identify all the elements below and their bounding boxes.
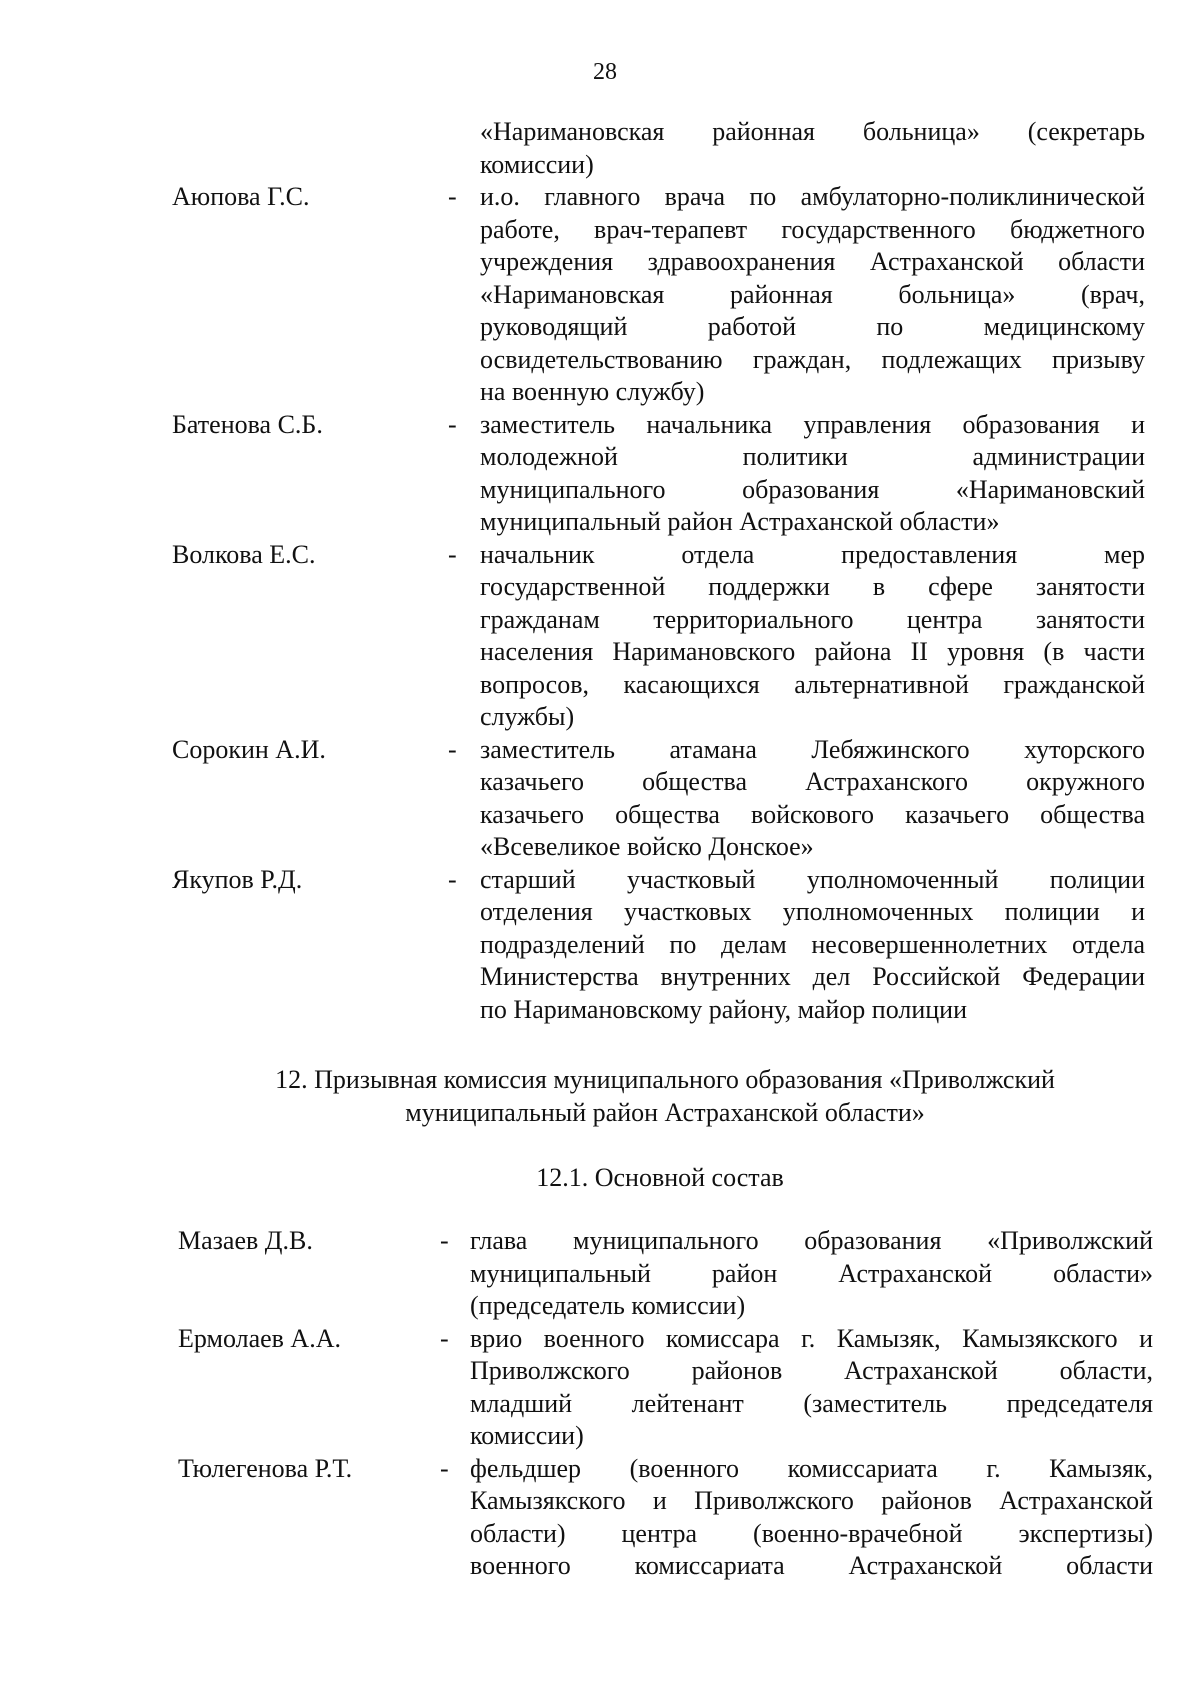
member-dash: - [448,734,457,764]
description-line: муниципального образования «Наримановский [480,474,1145,504]
description-line: заместитель атамана Лебяжинского хуторского [480,734,1145,764]
description-line: на военную службу) [480,377,705,406]
member-entry [0,181,1200,409]
description-line: области) центра (военно-врачебной экспертизы) [470,1518,1153,1548]
description-line: комиссии) [470,1421,584,1450]
member-entry [0,864,1200,1027]
description-line: (председатель комиссии) [470,1291,746,1320]
description-line: государственной поддержки в сфере занятости [480,572,1145,601]
description-line: по Наримановскому району, майор полиции [480,994,968,1024]
description-line: руководящий работой по медицинскому [480,312,1145,341]
subsection-title: 12.1. Основной состав [536,1163,784,1192]
member-description [470,1225,1153,1323]
description-line: военного комиссариата Астраханской области [470,1551,1153,1580]
member-name: Аюпова Г.С. [172,182,310,211]
member-entry [0,1225,1200,1323]
member-description [480,864,1145,1027]
member-dash: - [448,864,457,894]
description-line: комиссии) [480,149,594,179]
member-entry [0,1323,1200,1453]
description-line: Министерства внутренних дел Российской Федерации [480,962,1145,991]
member-description [470,1323,1153,1453]
member-description [470,1453,1153,1583]
member-name: Ермолаев А.А. [178,1323,341,1353]
member-entry [0,1453,1200,1583]
description-line: казачьего общества войскового казачьего общества [480,799,1145,829]
description-line: службы) [480,702,575,731]
description-line: казачьего общества Астраханского окружного [480,767,1145,796]
description-line: Камызякского и Приволжского районов Астраханской [470,1486,1153,1515]
description-line: освидетельствованию граждан, подлежащих призыву [480,344,1145,374]
description-line: гражданам территориального центра занятости [480,604,1145,634]
description-line: муниципальный район Астраханской области» [470,1258,1153,1288]
member-entry [0,734,1200,864]
member-description [480,116,1145,181]
main-composition-list [0,1225,1200,1583]
section-title-line: 12. Призывная комиссия муниципального образования «Приволжский [275,1065,1055,1094]
member-entry [0,539,1200,734]
member-entry [0,116,1200,181]
member-dash: - [440,1323,449,1353]
description-line: вопросов, касающихся альтернативной гражданской [480,669,1145,699]
member-description [480,539,1145,734]
member-dash: - [448,539,457,569]
description-line: «Наримановская районная больница» (врач, [480,279,1145,309]
member-dash: - [440,1453,449,1483]
description-line: населения Наримановского района II уровня (в части [480,637,1145,666]
member-name: Якупов Р.Д. [172,864,303,894]
member-description [480,734,1145,864]
member-name: Волкова Е.С. [172,539,316,569]
description-line: подразделений по делам несовершеннолетних отдела [480,929,1145,959]
description-line: Приволжского районов Астраханской области, [470,1356,1153,1385]
member-dash: - [440,1226,449,1255]
description-line: младший лейтенант (заместитель председателя [470,1388,1153,1418]
member-dash: - [448,409,457,439]
description-line: фельдшер (военного комиссариата г. Камызяк, [470,1453,1153,1483]
section-title [0,1064,1200,1129]
commission-members-list [0,116,1200,1026]
member-entry [0,409,1200,539]
member-name: Сорокин А.И. [172,734,326,764]
description-line: молодежной политики администрации [480,442,1145,471]
description-line: старший участковый уполномоченный полиции [480,864,1145,894]
description-line: начальник отдела предоставления мер [480,539,1145,569]
description-line: глава муниципального образования «Приволжский [470,1226,1153,1255]
page-number: 28 [593,59,617,85]
description-line: работе, врач-терапевт государственного бюджетного [480,214,1145,244]
member-dash: - [448,182,457,211]
description-line: «Всевеликое войско Донское» [480,832,814,861]
member-name: Тюлегенова Р.Т. [178,1453,353,1483]
description-line: «Наримановская районная больница» (секретарь [480,117,1145,146]
description-line: отделения участковых уполномоченных полиции и [480,897,1145,926]
member-description [480,181,1145,409]
member-name: Мазаев Д.В. [178,1226,313,1255]
description-line: муниципальный район Астраханской области» [480,507,1000,536]
section-title-line: муниципальный район Астраханской области» [405,1097,925,1127]
description-line: заместитель начальника управления образования и [480,409,1145,439]
member-name: Батенова С.Б. [172,409,323,439]
description-line: учреждения здравоохранения Астраханской области [480,247,1145,276]
member-description [480,409,1145,539]
description-line: врио военного комиссара г. Камызяк, Камызякского и [470,1323,1153,1353]
description-line: и.о. главного врача по амбулаторно-поликлинической [480,182,1145,211]
